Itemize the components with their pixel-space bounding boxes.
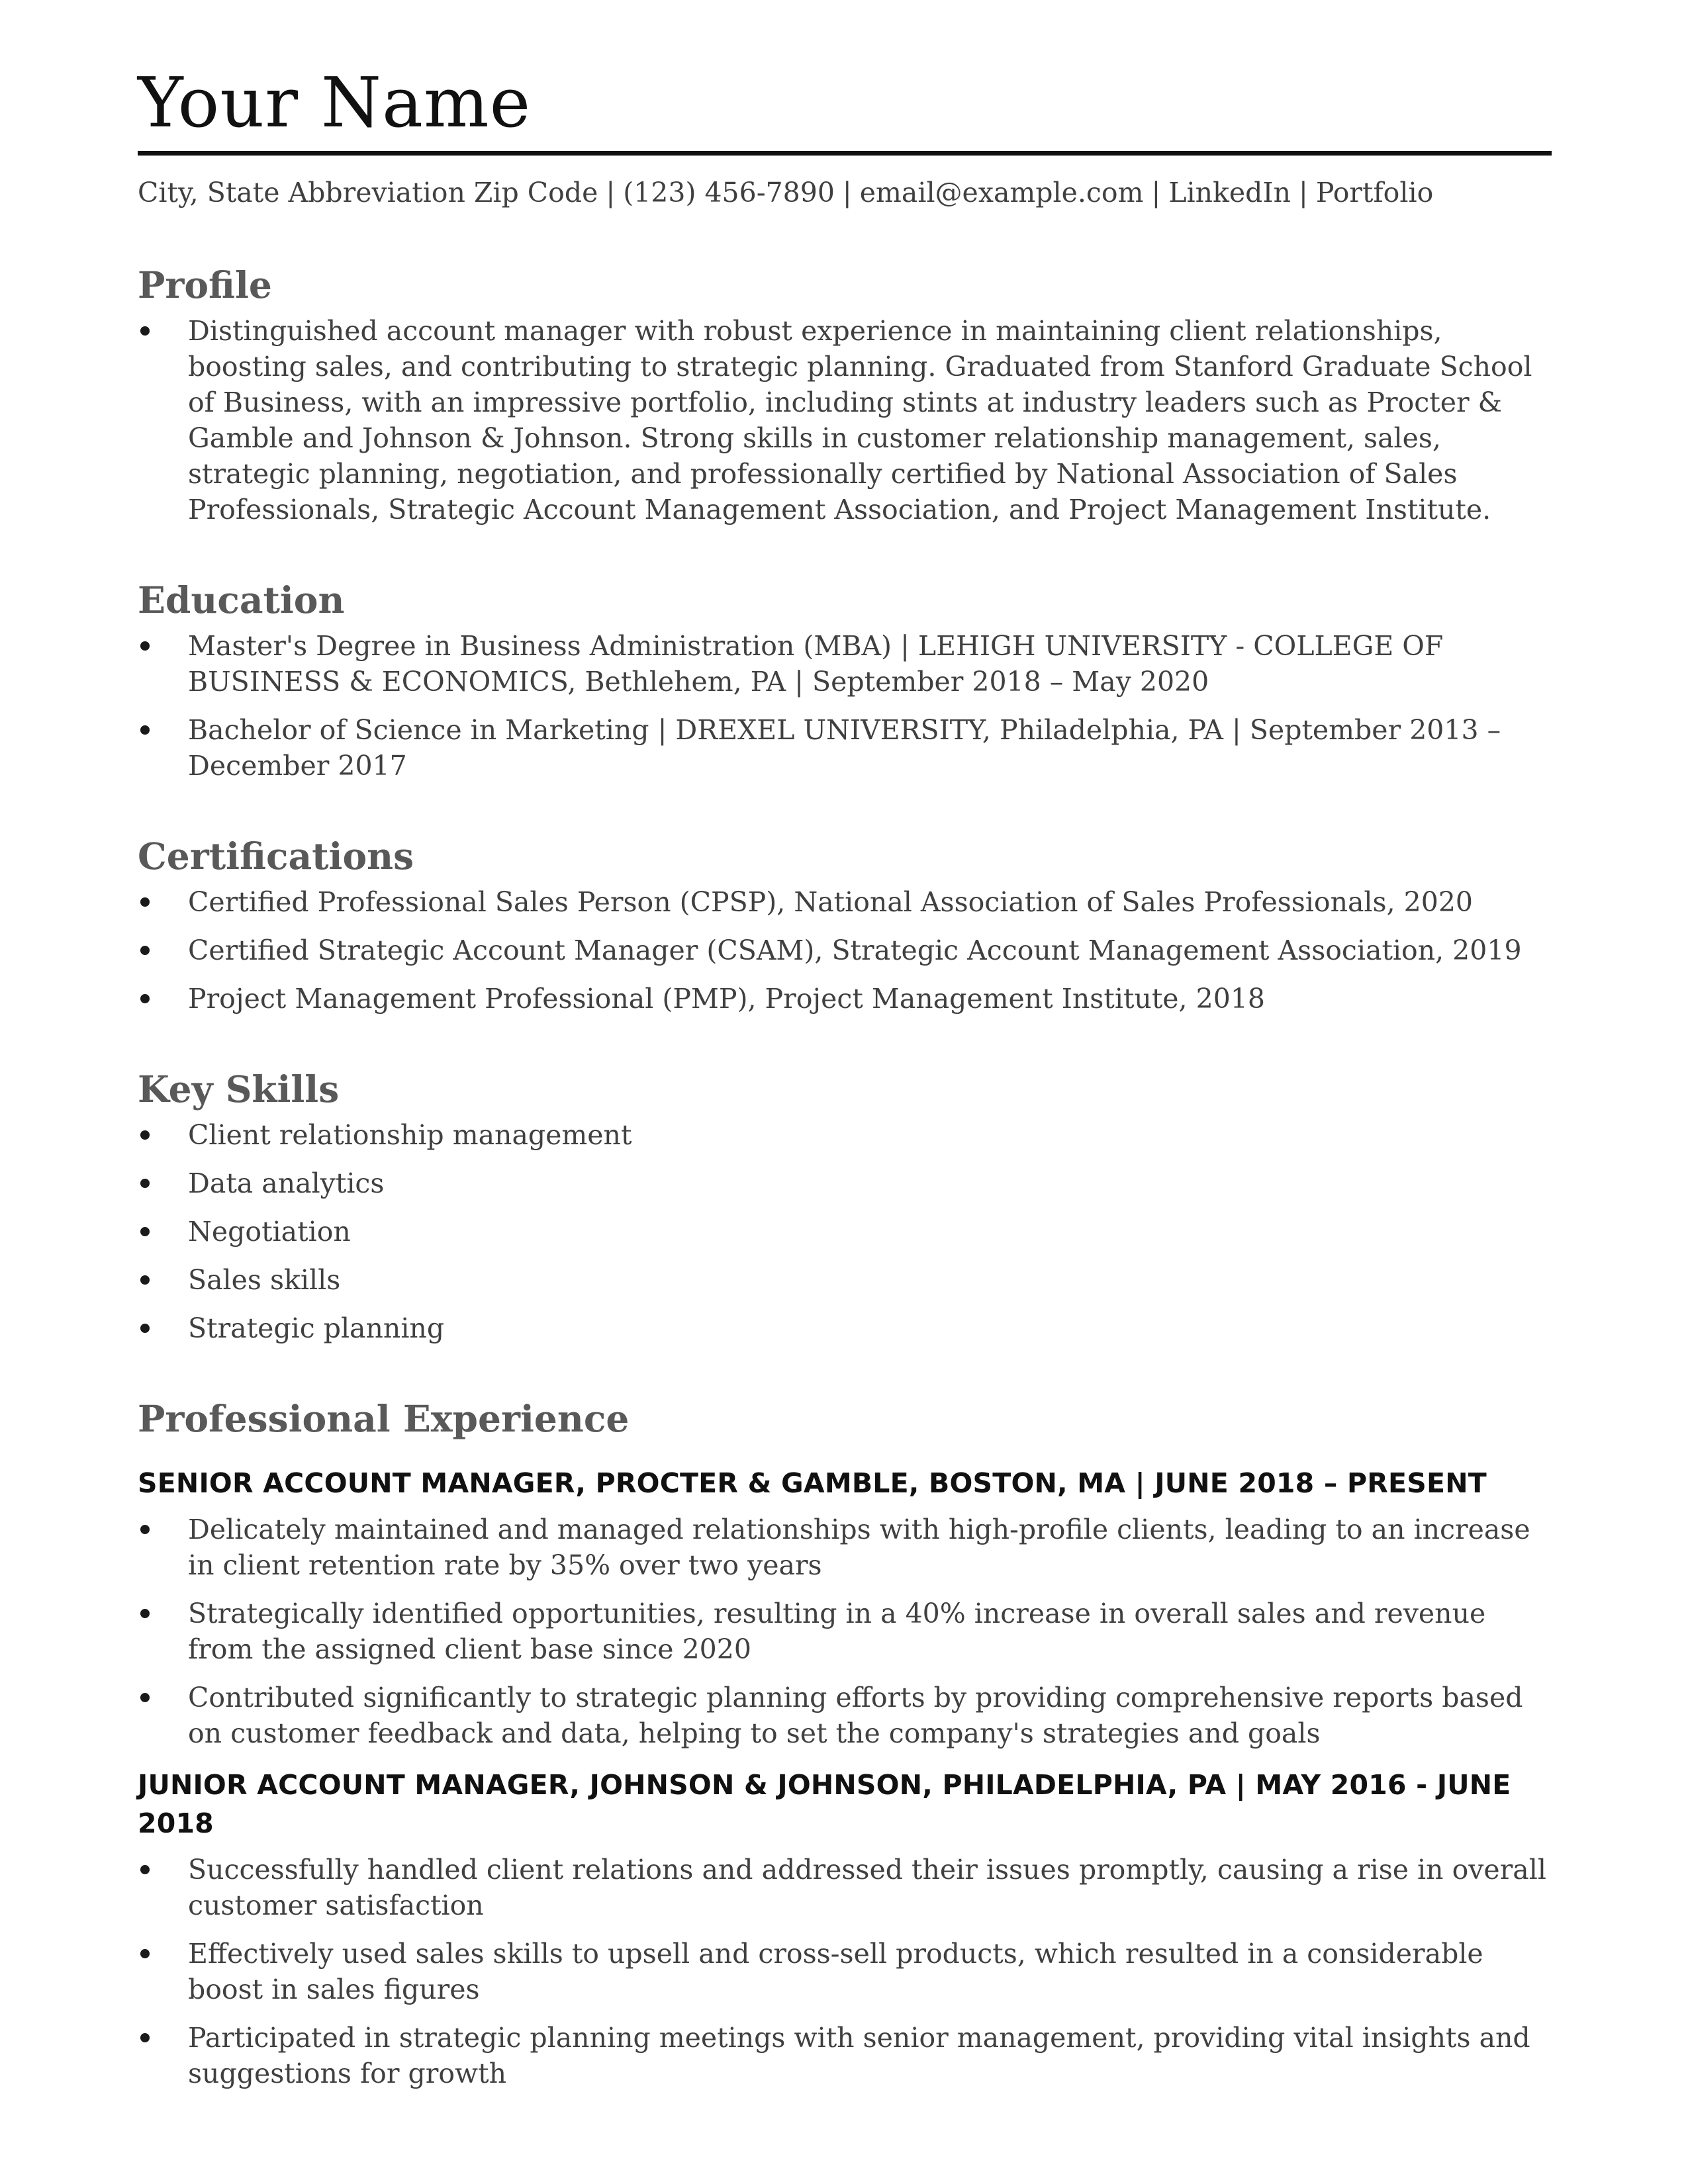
- list-item: [138, 1262, 1552, 1298]
- contact-email: email@example.com: [859, 177, 1144, 208]
- skill-entry: Negotiation: [188, 1216, 351, 1248]
- contact-location: City, State Abbreviation Zip Code: [138, 177, 598, 208]
- separator: |: [606, 177, 616, 208]
- list-item: [138, 884, 1552, 920]
- certification-entry: Certified Strategic Account Manager (CSAM), Strategic Account Management Association, 2019: [188, 934, 1522, 966]
- job-bullet-text: Effectively used sales skills to upsell and cross-sell products, which resulted in a considerable boost in sales figures: [188, 1938, 1483, 2005]
- job-bullet-text: Strategically identified opportunities, resulting in a 40% increase in overall sales and revenue from the assigned client base since 2020: [188, 1598, 1486, 1665]
- section-title-skills: Key Skills: [138, 1068, 340, 1111]
- profile-list: [138, 313, 1552, 527]
- list-item: [138, 933, 1552, 968]
- bullet-icon: [140, 1609, 150, 1618]
- section-title-profile: Profile: [138, 263, 272, 306]
- job-bullets: [138, 1512, 1552, 1751]
- job-bullet-text: Participated in strategic planning meetings with senior management, providing vital insights and suggestions for growth: [188, 2022, 1530, 2089]
- list-item: [138, 313, 1552, 527]
- bullet-icon: [140, 1324, 150, 1333]
- bullet-icon: [140, 1525, 150, 1534]
- list-item: [138, 1310, 1552, 1346]
- list-item: [138, 1680, 1552, 1751]
- education-list: [138, 628, 1552, 784]
- list-item: [138, 1214, 1552, 1250]
- bullet-icon: [140, 1179, 150, 1188]
- job-bullets: [138, 1852, 1552, 2091]
- section-title-experience: Professional Experience: [138, 1397, 630, 1440]
- profile-summary: Distinguished account manager with robust experience in maintaining client relationships, boosting sales, and contributing to strategic planning. Graduated from Stanford Graduate School of Business, with an impressive portfolio, including stints at industry leaders such as Procter & Gamble and Johnson & Johnson. Strong skills in customer relationship management, sales, strategic planning, negotiation, and professionally certified by National Association of Sales Professionals, Strategic Account Management Association, and Project Management Institute.: [188, 315, 1532, 525]
- bullet-icon: [140, 1227, 150, 1236]
- education-entry: Master's Degree in Business Administration (MBA) | LEHIGH UNIVERSITY - COLLEGE OF BUSINESS & ECONOMICS, Bethlehem, PA | September 2018 – May 2020: [188, 630, 1444, 698]
- job-heading: JUNIOR ACCOUNT MANAGER, JOHNSON & JOHNSON, PHILADELPHIA, PA | MAY 2016 - JUNE 2018: [138, 1769, 1511, 1839]
- certification-entry: Project Management Professional (PMP), Project Management Institute, 2018: [188, 983, 1265, 1015]
- skill-entry: Strategic planning: [188, 1312, 445, 1344]
- separator: |: [1298, 177, 1308, 208]
- candidate-name: Your Name: [138, 62, 532, 143]
- bullet-icon: [140, 1130, 150, 1140]
- job-bullet-text: Contributed significantly to strategic planning efforts by providing comprehensive reports based on customer feedback and data, helping to set the company's strategies and goals: [188, 1682, 1523, 1749]
- job-bullet-text: Successfully handled client relations and addressed their issues promptly, causing a rise in overall customer satisfaction: [188, 1854, 1546, 1921]
- job-bullet-text: Delicately maintained and managed relationships with high-profile clients, leading to an increase in client retention rate by 35% over two years: [188, 1514, 1530, 1581]
- list-item: [138, 2020, 1552, 2091]
- bullet-icon: [140, 326, 150, 336]
- bullet-icon: [140, 1865, 150, 1874]
- list-item: [138, 712, 1552, 784]
- bullet-icon: [140, 897, 150, 907]
- section-title-education: Education: [138, 578, 345, 621]
- contact-linkedin: LinkedIn: [1168, 177, 1291, 208]
- list-item: [138, 1512, 1552, 1583]
- job-heading: SENIOR ACCOUNT MANAGER, PROCTER & GAMBLE, BOSTON, MA | JUNE 2018 – PRESENT: [138, 1467, 1487, 1499]
- list-item: [138, 1117, 1552, 1153]
- education-entry: Bachelor of Science in Marketing | DREXEL UNIVERSITY, Philadelphia, PA | September 2013 – December 2017: [188, 714, 1501, 782]
- certifications-list: [138, 884, 1552, 1017]
- contact-portfolio: Portfolio: [1315, 177, 1434, 208]
- list-item: [138, 1596, 1552, 1667]
- bullet-icon: [140, 1275, 150, 1285]
- separator: |: [842, 177, 852, 208]
- bullet-icon: [140, 641, 150, 651]
- list-item: [138, 1936, 1552, 2007]
- bullet-icon: [140, 725, 150, 735]
- certification-entry: Certified Professional Sales Person (CPSP), National Association of Sales Professionals, 2020: [188, 886, 1473, 918]
- section-title-certifications: Certifications: [138, 835, 414, 878]
- contact-line: [138, 173, 1552, 212]
- bullet-icon: [140, 2033, 150, 2042]
- skills-list: [138, 1117, 1552, 1346]
- list-item: [138, 628, 1552, 700]
- list-item: [138, 1165, 1552, 1201]
- bullet-icon: [140, 1693, 150, 1702]
- bullet-icon: [140, 946, 150, 955]
- bullet-icon: [140, 1949, 150, 1958]
- resume-page: [138, 60, 1552, 2091]
- list-item: [138, 1852, 1552, 1923]
- contact-phone: (123) 456-7890: [623, 177, 835, 208]
- list-item: [138, 981, 1552, 1017]
- header-divider: [138, 151, 1552, 156]
- separator: |: [1151, 177, 1161, 208]
- skill-entry: Client relationship management: [188, 1119, 632, 1151]
- skill-entry: Sales skills: [188, 1264, 341, 1296]
- bullet-icon: [140, 994, 150, 1003]
- skill-entry: Data analytics: [188, 1167, 385, 1199]
